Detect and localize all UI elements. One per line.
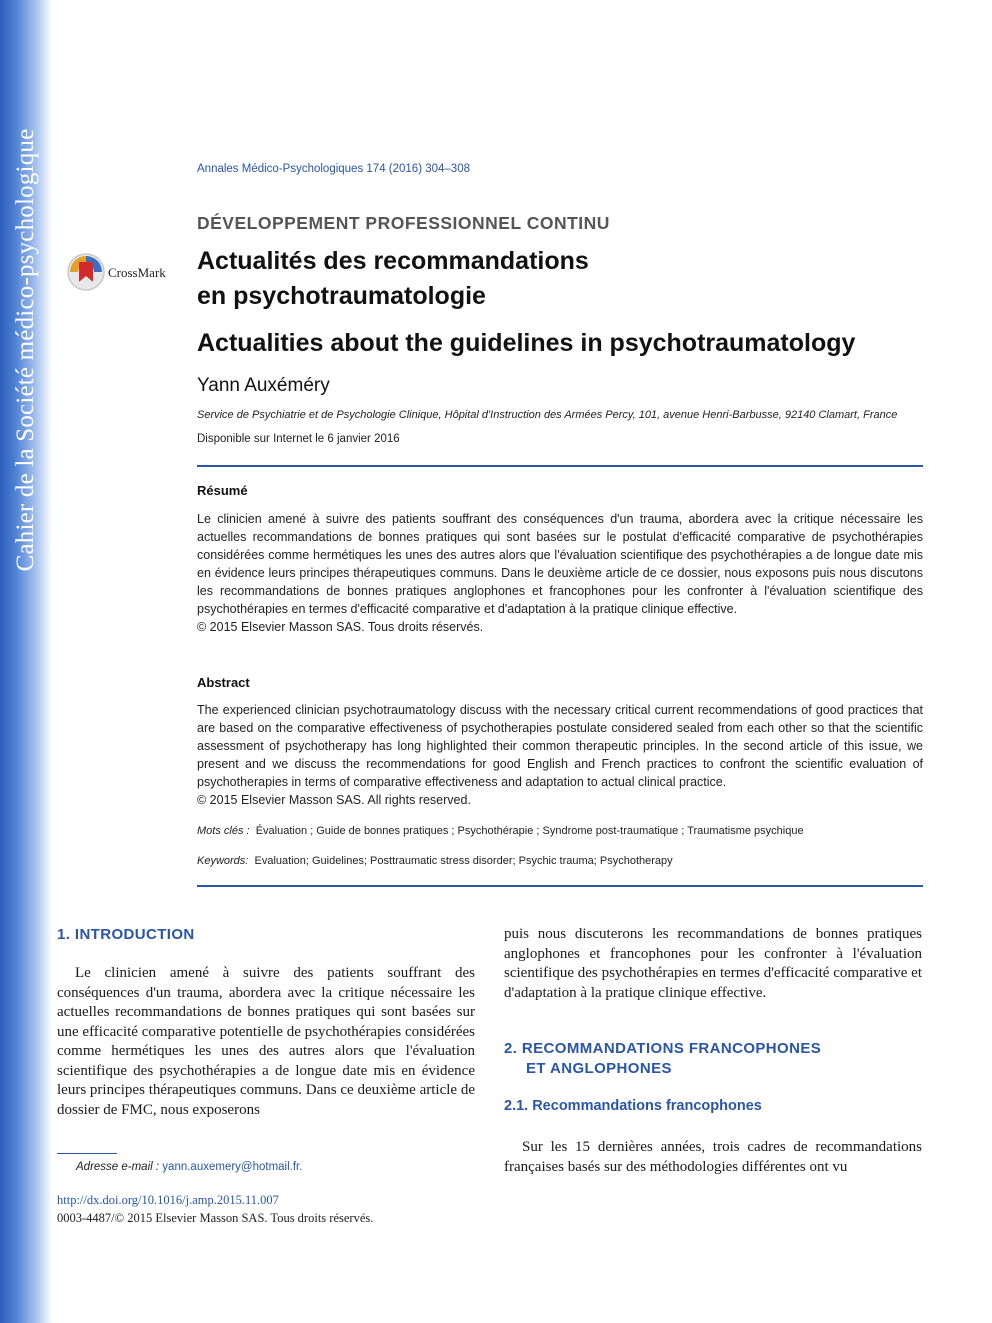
keywords-french-text: Évaluation ; Guide de bonnes pratiques ; Psychothérapie ; Syndrome post-traumatique ; Traumatisme psychique bbox=[255, 825, 804, 837]
resume-heading: Résumé bbox=[197, 483, 248, 498]
issn-copyright: 0003-4487/© 2015 Elsevier Masson SAS. Tous droits réservés. bbox=[57, 1211, 374, 1225]
abstract-copyright: © 2015 Elsevier Masson SAS. All rights reserved. bbox=[197, 793, 471, 807]
journal-reference[interactable]: Annales Médico-Psychologiques 174 (2016) 304–308 bbox=[197, 163, 470, 175]
abstract-body bbox=[197, 701, 923, 809]
crossmark-badge[interactable] bbox=[66, 252, 181, 294]
title-french bbox=[197, 244, 589, 314]
abstract-heading: Abstract bbox=[197, 675, 250, 690]
keywords-english bbox=[197, 855, 673, 867]
section-type: DÉVELOPPEMENT PROFESSIONNEL CONTINU bbox=[197, 213, 610, 233]
resume-text: Le clinicien amené à suivre des patients souffrant des conséquences d'un trauma, abordera avec la critique nécessaire les actuelles recommandations de bonnes pratiques qui sont basées sur le postulat d'efficacité comparative de psychothérapies considérées comme hermétiques les unes des autres alors que l'évaluation scientifique des psychothérapies a de longue date mis en évidence leurs principes thérapeutiques communs. Dans le deuxième article de ce dossier, nous exposons puis nous discutons les recommandations de bonnes pratiques anglophones et francophones pour les confronter à l'évaluation scientifique des psychothérapies en termes d'efficacité comparative et d'adaptation à la pratique clinique effective. bbox=[197, 512, 923, 616]
availability-date: Disponible sur Internet le 6 janvier 2016 bbox=[197, 433, 400, 445]
section2-heading-line2: ET ANGLOPHONES bbox=[526, 1060, 672, 1077]
abstract-text: The experienced clinician psychotraumatology discuss with the necessary critical current recommendations of good practices that are based on the comparative effectiveness of psychotherapies postulate considered sealed from each other so that the scientific assessment of psychotherapy has long highlighted their common therapeutic principles. In the second article of this issue, we present and we discuss the recommendations for good English and French practices to confront the scientific evaluation of psychotherapies in terms of comparative effectiveness and adaptation to actual clinical practice. bbox=[197, 703, 923, 789]
author-name: Yann Auxéméry bbox=[197, 375, 330, 396]
section2-heading bbox=[504, 1039, 821, 1079]
sidebar-title: Cahier de la Société médico-psychologique bbox=[12, 128, 39, 572]
section1-continuation: puis nous discuterons les recommandations de bonnes pratiques anglophones et francophones pour les confronter à l'évaluation scientifique des psychothérapies en termes d'efficacité comparative et d'adaptation à la pratique clinique effective. bbox=[504, 926, 922, 1001]
divider-bottom bbox=[197, 885, 923, 887]
footnote-rule bbox=[57, 1153, 117, 1154]
author-affiliation: Service de Psychiatrie et de Psychologie Clinique, Hôpital d'Instruction des Armées Percy, 101, avenue Henri-Barbusse, 92140 Clamart, France bbox=[197, 409, 898, 421]
section2-1-subheading: 2.1. Recommandations francophones bbox=[504, 1098, 762, 1114]
title-english: Actualities about the guidelines in psychotraumatology bbox=[197, 329, 856, 357]
section2-1-paragraph: Sur les 15 dernières années, trois cadres de recommandations françaises basés sur des méthodologies différentes ont vu bbox=[504, 1139, 922, 1175]
keywords-french-label: Mots clés : bbox=[197, 825, 250, 837]
title-french-line2: en psychotraumatologie bbox=[197, 282, 486, 310]
keywords-english-label: Keywords: bbox=[197, 855, 249, 867]
title-french-line1: Actualités des recommandations bbox=[197, 247, 589, 275]
divider-top bbox=[197, 465, 923, 467]
author-email-link[interactable]: yann.auxemery@hotmail.fr. bbox=[162, 1161, 303, 1173]
resume-body bbox=[197, 510, 923, 636]
crossmark-icon bbox=[66, 252, 106, 292]
keywords-french bbox=[197, 825, 804, 837]
footnote-label: Adresse e-mail : bbox=[76, 1161, 160, 1173]
keywords-english-text: Evaluation; Guidelines; Posttraumatic stress disorder; Psychic trauma; Psychotherapy bbox=[254, 855, 673, 867]
footnote bbox=[76, 1161, 302, 1173]
section1-heading: 1. INTRODUCTION bbox=[57, 926, 195, 943]
section2-heading-line1: 2. RECOMMANDATIONS FRANCOPHONES bbox=[504, 1040, 822, 1057]
resume-copyright: © 2015 Elsevier Masson SAS. Tous droits réservés. bbox=[197, 620, 484, 634]
doi-link[interactable]: http://dx.doi.org/10.1016/j.amp.2015.11.007 bbox=[57, 1193, 279, 1207]
crossmark-label: CrossMark bbox=[108, 265, 166, 280]
journal-sidebar bbox=[0, 0, 52, 1323]
section1-paragraph: Le clinicien amené à suivre des patients souffrant des conséquences d'un trauma, abordera avec la critique nécessaire les actuelles recommandations de bonnes pratiques qui sont basées sur une efficacité comparative potentielle de psychothérapies considérées comme hermétiques les unes des autres alors que l'évaluation scientifique des psychothérapies a de longue date mis en évidence leurs principes thérapeutiques communs. Dans ce deuxième article de dossier de FMC, nous exposerons bbox=[57, 965, 475, 1118]
